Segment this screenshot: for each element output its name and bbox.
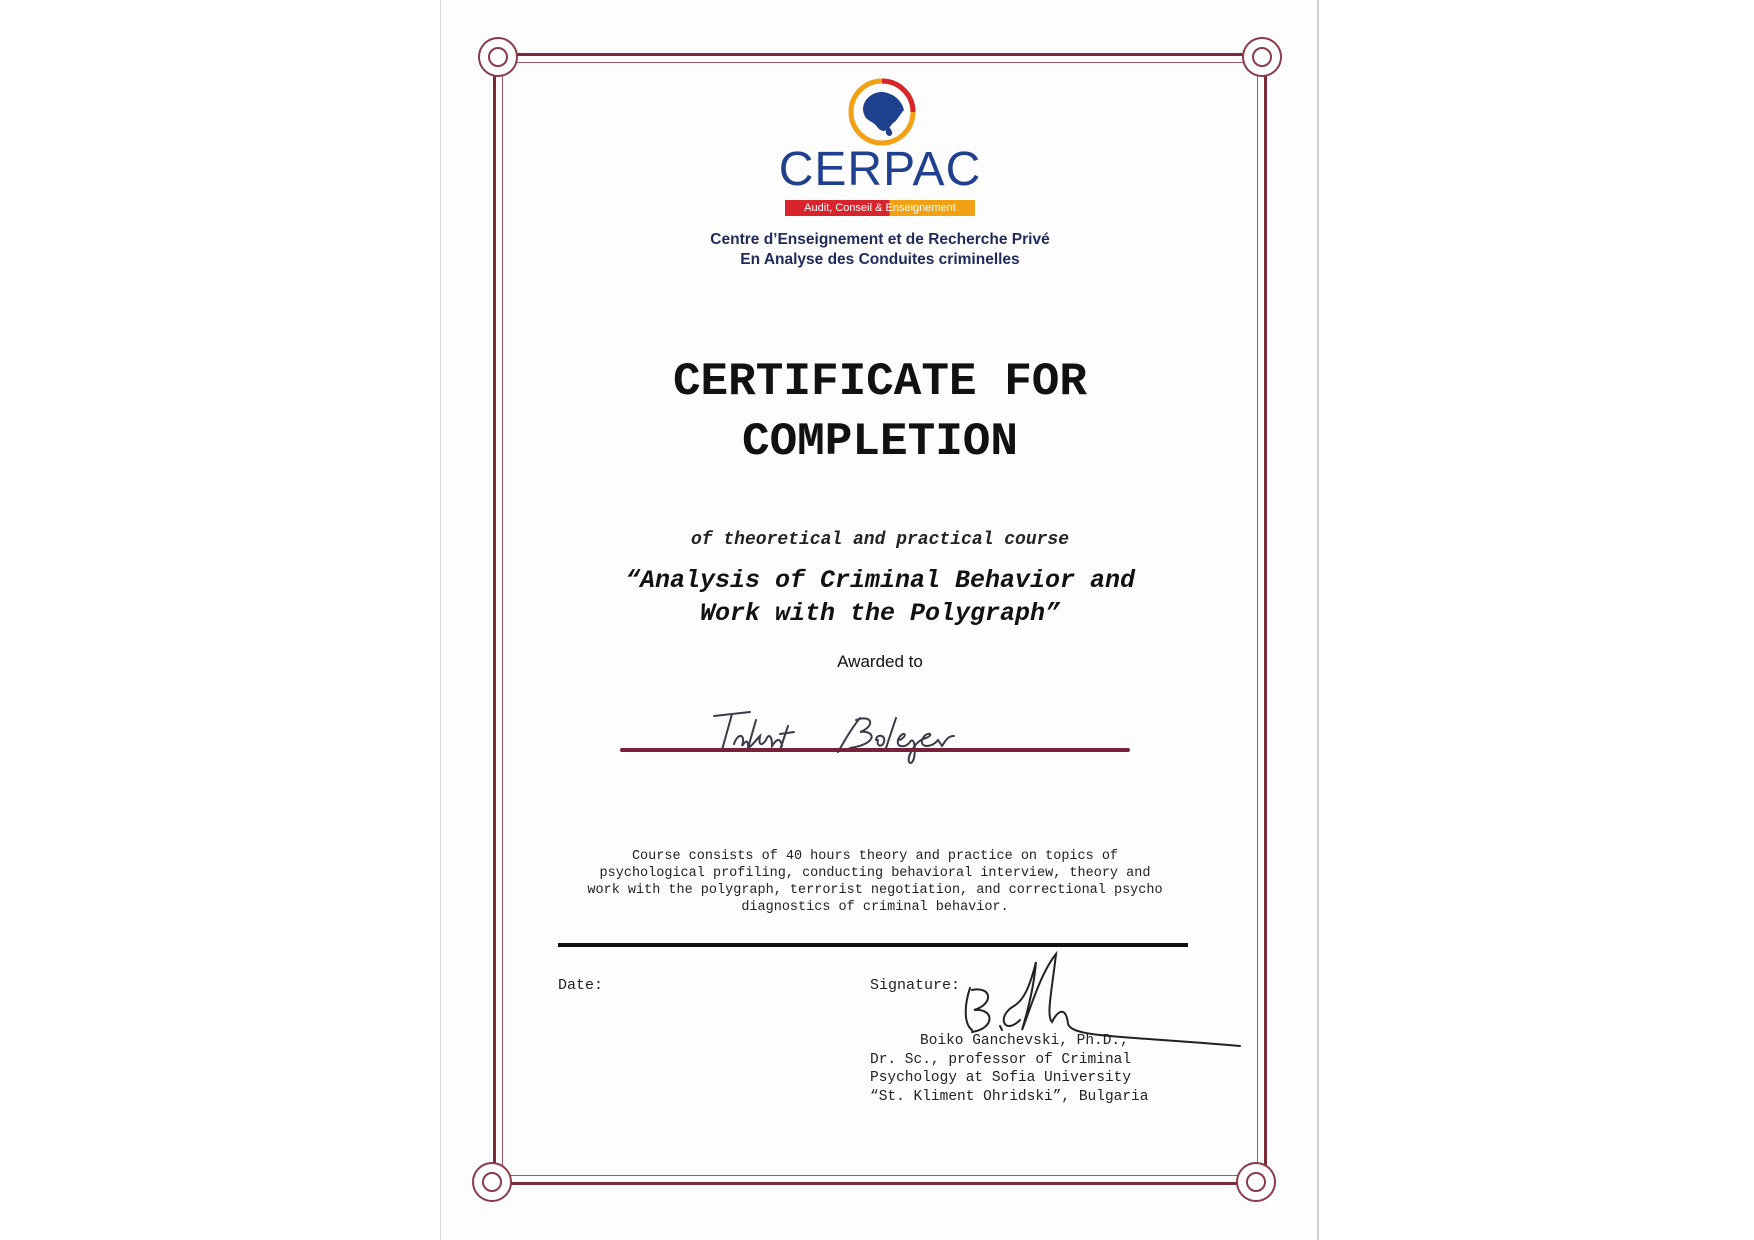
recipient-handwritten-name xyxy=(700,700,1000,770)
corner-ornament-top-left xyxy=(478,37,518,77)
corner-ornament-bottom-left xyxy=(472,1162,512,1202)
title-line-1: CERTIFICATE FOR xyxy=(672,356,1088,408)
description-line-3: work with the polygraph, terrorist negotiation, and correctional psycho xyxy=(587,883,1163,898)
signature-label: Signature: xyxy=(870,977,961,994)
course-name-line-2: Work with the Polygraph” xyxy=(699,599,1061,628)
organization-line-1: Centre d’Enseignement et de Recherche Privé xyxy=(710,231,1050,248)
course-name xyxy=(540,564,1220,630)
certificate-title xyxy=(560,352,1200,472)
signer-line-3: Psychology at Sofia University xyxy=(870,1070,1132,1086)
logo-brand-text: CERPAC xyxy=(778,143,982,196)
title-line-2: COMPLETION xyxy=(741,416,1019,468)
corner-ornament-bottom-right xyxy=(1236,1162,1276,1202)
signer-line-1: Boiko Ganchevski, Ph.D., xyxy=(920,1033,1129,1049)
recipient-name-text: Talant Bolegev xyxy=(700,700,707,701)
logo-tagline: Audit, Conseil & Enseignement xyxy=(785,200,975,216)
course-intro: of theoretical and practical course xyxy=(690,530,1070,550)
globe-icon xyxy=(848,78,916,146)
signer-line-4: “St. Kliment Ohridski”, Bulgaria xyxy=(870,1088,1149,1105)
awarded-label: Awarded to xyxy=(837,652,923,671)
corner-ornament-top-right xyxy=(1242,37,1282,77)
cerpac-logo xyxy=(770,78,990,218)
course-name-line-1: “Analysis of Criminal Behavior and xyxy=(624,566,1136,595)
signer-line-2: Dr. Sc., professor of Criminal xyxy=(870,1051,1132,1068)
organization-name xyxy=(620,230,1140,270)
organization-line-2: En Analyse des Conduites criminelles xyxy=(740,251,1020,268)
course-description xyxy=(560,848,1190,916)
divider-rule xyxy=(558,943,1188,947)
description-line-2: psychological profiling, conducting behavioral interview, theory and xyxy=(599,866,1151,881)
description-line-4: diagnostics of criminal behavior. xyxy=(741,900,1009,915)
recipient-name-underline xyxy=(620,748,1130,752)
description-line-1: Course consists of 40 hours theory and practice on topics of xyxy=(631,849,1119,864)
signer-info xyxy=(870,1032,1200,1106)
date-label: Date: xyxy=(558,977,604,994)
